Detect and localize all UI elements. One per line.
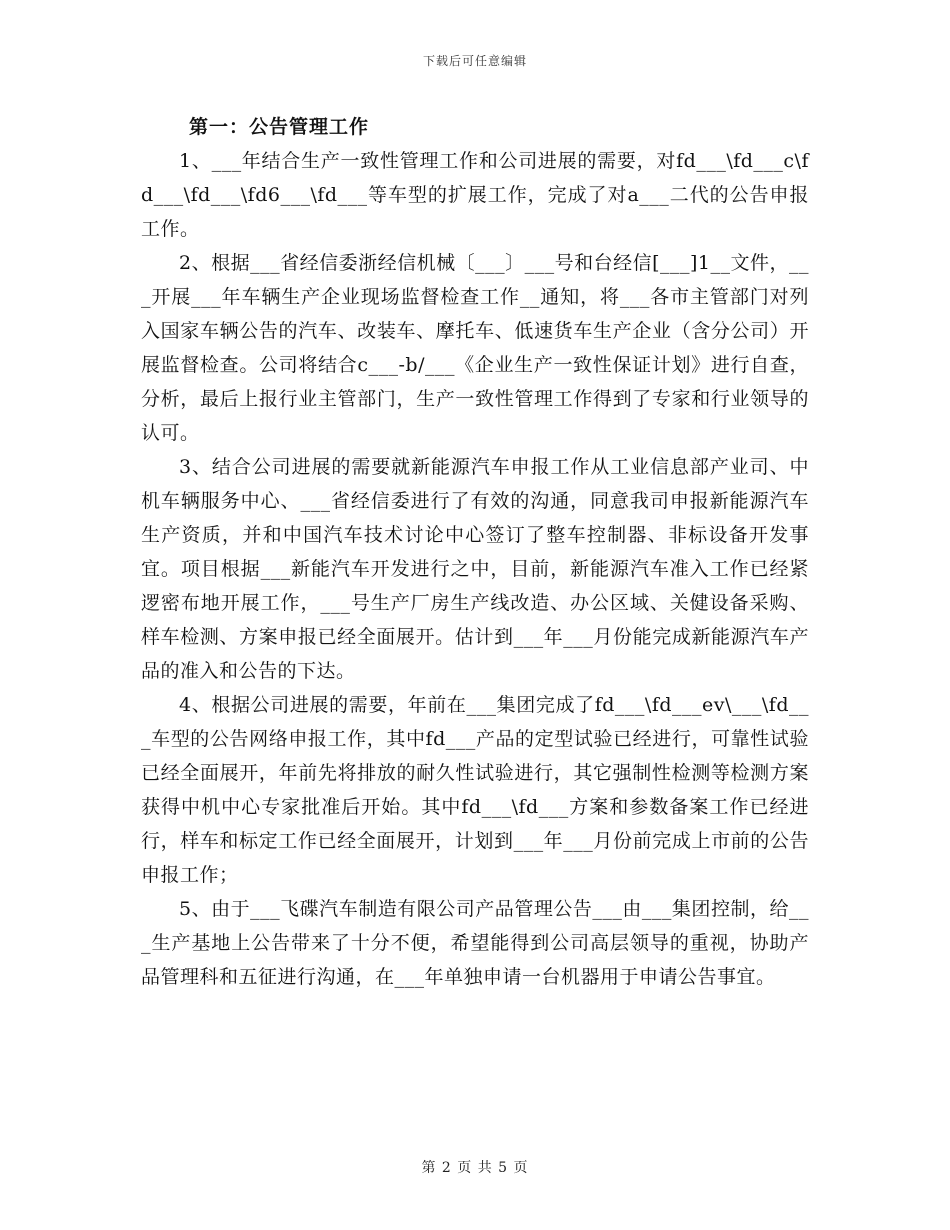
page-header: 下载后可任意编辑 (422, 54, 527, 68)
section-title: 第一：公告管理工作 (189, 116, 370, 138)
paragraph-1: 1、___年结合生产一致性管理工作和公司进展的需要，对fd___\fd___c\fd___\fd___\fd6___\fd___等车型的扩展工作，完成了对a___二代的公告申报工作。 (141, 150, 809, 240)
document-body (141, 110, 809, 994)
paragraph-4: 4、根据公司进展的需要，年前在___集团完成了fd___\fd___ev\___\fd___车型的公告网络申报工作，其中fd___产品的定型试验已经进行，可靠性试验已经全面展开，年前先将排放的耐久性试验进行，其它强制性检测等检测方案获得中机中心专家批准后开始。其中fd___\fd___方案和参数备案工作已经进行，样车和标定工作已经全面展开，计划到___年___月份前完成上市前的公告申报工作； (141, 694, 809, 886)
paragraph-2: 2、根据___省经信委浙经信机械〔___〕___号和台经信[___]1__文件，___开展___年车辆生产企业现场监督检查工作__通知，将___各市主管部门对列入国家车辆公告的汽车、改装车、摩托车、低速货车生产企业（含分公司）开展监督检查。公司将结合c___-b/___《企业生产一致性保证计划》进行自查，分析，最后上报行业主管部门，生产一致性管理工作得到了专家和行业领导的认可。 (141, 252, 810, 444)
page-number: 第 2 页 共 5 页 (421, 1160, 529, 1176)
paragraph-5: 5、由于___飞碟汽车制造有限公司产品管理公告___由___集团控制，给___生产基地上公告带来了十分不便，希望能得到公司高层领导的重视，协助产品管理科和五征进行沟通，在___年单独申请一台机器用于申请公告事宜。 (141, 898, 809, 988)
paragraph-3: 3、结合公司进展的需要就新能源汽车申报工作从工业信息部产业司、中机车辆服务中心、___省经信委进行了有效的沟通，同意我司申报新能源汽车生产资质，并和中国汽车技术讨论中心签订了整车控制器、非标设备开发事宜。项目根据___新能汽车开发进行之中，目前，新能源汽车准入工作已经紧逻密布地开展工作，___号生产厂房生产线改造、办公区域、关健设备采购、样车检测、方案申报已经全面展开。估计到___年___月份能完成新能源汽车产品的准入和公告的下达。 (141, 456, 809, 682)
